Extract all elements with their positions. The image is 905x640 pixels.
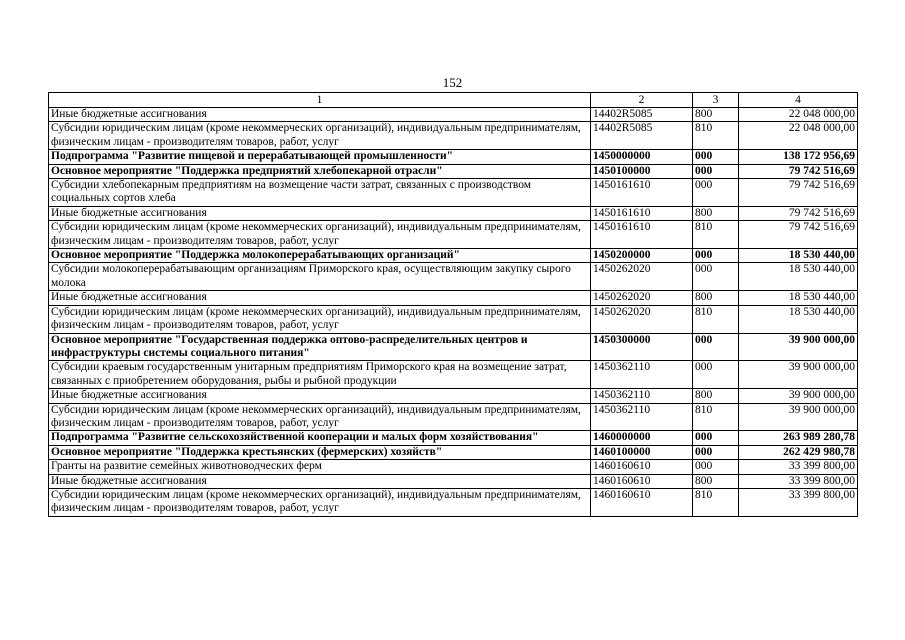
table-row	[49, 305, 858, 333]
row-name-cell: Субсидии юридическим лицам (кроме некоммерческих организаций), индивидуальным предпринимателям, физическим лицам - производителям товаров, работ, услуг	[49, 221, 591, 249]
page-number: 152	[442, 75, 463, 90]
row-code-cell: 1450161610	[591, 206, 693, 220]
row-type-cell: 810	[693, 403, 739, 431]
row-name-cell: Иные бюджетные ассигнования	[49, 206, 591, 220]
row-amount-cell: 263 989 280,78	[739, 431, 858, 445]
row-code-cell: 1450100000	[591, 164, 693, 178]
header-col-4: 4	[739, 93, 858, 108]
row-code-cell: 1450262020	[591, 291, 693, 305]
row-type-cell: 800	[693, 474, 739, 488]
row-type-cell: 810	[693, 488, 739, 516]
row-code-cell: 1450161610	[591, 221, 693, 249]
row-type-cell: 800	[693, 291, 739, 305]
table-row	[49, 179, 858, 207]
row-name-cell: Субсидии хлебопекарным предприятиям на возмещение части затрат, связанных с производством социальных сортов хлеба	[49, 179, 591, 207]
row-type-cell: 000	[693, 249, 739, 263]
row-name-cell: Подпрограмма "Развитие пищевой и перерабатывающей промышленности"	[49, 150, 591, 164]
row-name-cell: Гранты на развитие семейных животноводческих ферм	[49, 460, 591, 474]
header-col-3: 3	[693, 93, 739, 108]
row-type-cell: 000	[693, 460, 739, 474]
row-type-cell: 000	[693, 164, 739, 178]
row-type-cell: 800	[693, 389, 739, 403]
table-row	[49, 150, 858, 164]
budget-table	[48, 92, 858, 517]
row-amount-cell: 79 742 516,69	[739, 164, 858, 178]
row-code-cell: 1450362110	[591, 361, 693, 389]
row-name-cell: Подпрограмма "Развитие сельскохозяйственной кооперации и малых форм хозяйствования"	[49, 431, 591, 445]
row-type-cell: 810	[693, 221, 739, 249]
table-row	[49, 488, 858, 516]
row-amount-cell: 22 048 000,00	[739, 108, 858, 122]
row-amount-cell: 39 900 000,00	[739, 403, 858, 431]
table-row	[49, 474, 858, 488]
row-type-cell: 000	[693, 263, 739, 291]
row-amount-cell: 33 399 800,00	[739, 474, 858, 488]
table-row	[49, 263, 858, 291]
table-row	[49, 431, 858, 445]
row-type-cell: 000	[693, 333, 739, 361]
row-amount-cell: 138 172 956,69	[739, 150, 858, 164]
row-code-cell: 1450362110	[591, 389, 693, 403]
table-row	[49, 249, 858, 263]
row-type-cell: 810	[693, 122, 739, 150]
row-amount-cell: 39 900 000,00	[739, 389, 858, 403]
row-name-cell: Основное мероприятие "Поддержка крестьянских (фермерских) хозяйств"	[49, 445, 591, 459]
row-amount-cell: 262 429 980,78	[739, 445, 858, 459]
table-row	[49, 206, 858, 220]
row-amount-cell: 39 900 000,00	[739, 333, 858, 361]
row-code-cell: 1460160610	[591, 474, 693, 488]
row-code-cell: 14402R5085	[591, 122, 693, 150]
table-row	[49, 333, 858, 361]
table-row	[49, 403, 858, 431]
row-name-cell: Иные бюджетные ассигнования	[49, 291, 591, 305]
row-amount-cell: 79 742 516,69	[739, 221, 858, 249]
row-code-cell: 1450262020	[591, 263, 693, 291]
row-name-cell: Субсидии юридическим лицам (кроме некоммерческих организаций), индивидуальным предпринимателям, физическим лицам - производителям товаров, работ, услуг	[49, 305, 591, 333]
row-name-cell: Субсидии юридическим лицам (кроме некоммерческих организаций), индивидуальным предпринимателям, физическим лицам - производителям товаров, работ, услуг	[49, 403, 591, 431]
row-name-cell: Основное мероприятие "Поддержка предприятий хлебопекарной отрасли"	[49, 164, 591, 178]
row-amount-cell: 18 530 440,00	[739, 263, 858, 291]
row-code-cell: 1460000000	[591, 431, 693, 445]
row-name-cell: Субсидии молокоперерабатывающим организациям Приморского края, осуществляющим закупку сырого молока	[49, 263, 591, 291]
row-name-cell: Иные бюджетные ассигнования	[49, 474, 591, 488]
table-row	[49, 291, 858, 305]
row-name-cell: Субсидии юридическим лицам (кроме некоммерческих организаций), индивидуальным предпринимателям, физическим лицам - производителям товаров, работ, услуг	[49, 122, 591, 150]
row-code-cell: 1450362110	[591, 403, 693, 431]
row-amount-cell: 22 048 000,00	[739, 122, 858, 150]
row-amount-cell: 18 530 440,00	[739, 291, 858, 305]
row-amount-cell: 18 530 440,00	[739, 305, 858, 333]
table-row	[49, 164, 858, 178]
table-row	[49, 445, 858, 459]
row-code-cell: 1450000000	[591, 150, 693, 164]
row-type-cell: 800	[693, 206, 739, 220]
header-col-2: 2	[591, 93, 693, 108]
table-row	[49, 361, 858, 389]
table-row	[49, 122, 858, 150]
row-amount-cell: 79 742 516,69	[739, 206, 858, 220]
row-name-cell: Иные бюджетные ассигнования	[49, 389, 591, 403]
row-type-cell: 000	[693, 445, 739, 459]
row-type-cell: 000	[693, 431, 739, 445]
row-code-cell: 1460100000	[591, 445, 693, 459]
table-header	[49, 93, 858, 108]
row-code-cell: 1460160610	[591, 460, 693, 474]
table-body	[49, 108, 858, 517]
row-code-cell: 14402R5085	[591, 108, 693, 122]
row-type-cell: 000	[693, 361, 739, 389]
row-name-cell: Основное мероприятие "Государственная поддержка оптово-распределительных центров и инфраструктуры системы социального питания"	[49, 333, 591, 361]
table-row	[49, 108, 858, 122]
row-type-cell: 000	[693, 150, 739, 164]
row-name-cell: Субсидии юридическим лицам (кроме некоммерческих организаций), индивидуальным предпринимателям, физическим лицам - производителям товаров, работ, услуг	[49, 488, 591, 516]
row-name-cell: Иные бюджетные ассигнования	[49, 108, 591, 122]
row-amount-cell: 39 900 000,00	[739, 361, 858, 389]
table-row	[49, 389, 858, 403]
row-code-cell: 1450300000	[591, 333, 693, 361]
row-type-cell: 000	[693, 179, 739, 207]
row-amount-cell: 18 530 440,00	[739, 249, 858, 263]
row-name-cell: Субсидии краевым государственным унитарным предприятиям Приморского края на возмещение затрат, связанных с приобретением оборудования, рыбы и рыбной продукции	[49, 361, 591, 389]
row-code-cell: 1450262020	[591, 305, 693, 333]
row-amount-cell: 33 399 800,00	[739, 488, 858, 516]
row-code-cell: 1450161610	[591, 179, 693, 207]
row-type-cell: 810	[693, 305, 739, 333]
row-amount-cell: 33 399 800,00	[739, 460, 858, 474]
header-row	[49, 93, 858, 108]
row-code-cell: 1450200000	[591, 249, 693, 263]
row-code-cell: 1460160610	[591, 488, 693, 516]
header-col-1: 1	[49, 93, 591, 108]
table-row	[49, 460, 858, 474]
row-type-cell: 800	[693, 108, 739, 122]
row-amount-cell: 79 742 516,69	[739, 179, 858, 207]
row-name-cell: Основное мероприятие "Поддержка молокоперерабатывающих организаций"	[49, 249, 591, 263]
table-row	[49, 221, 858, 249]
